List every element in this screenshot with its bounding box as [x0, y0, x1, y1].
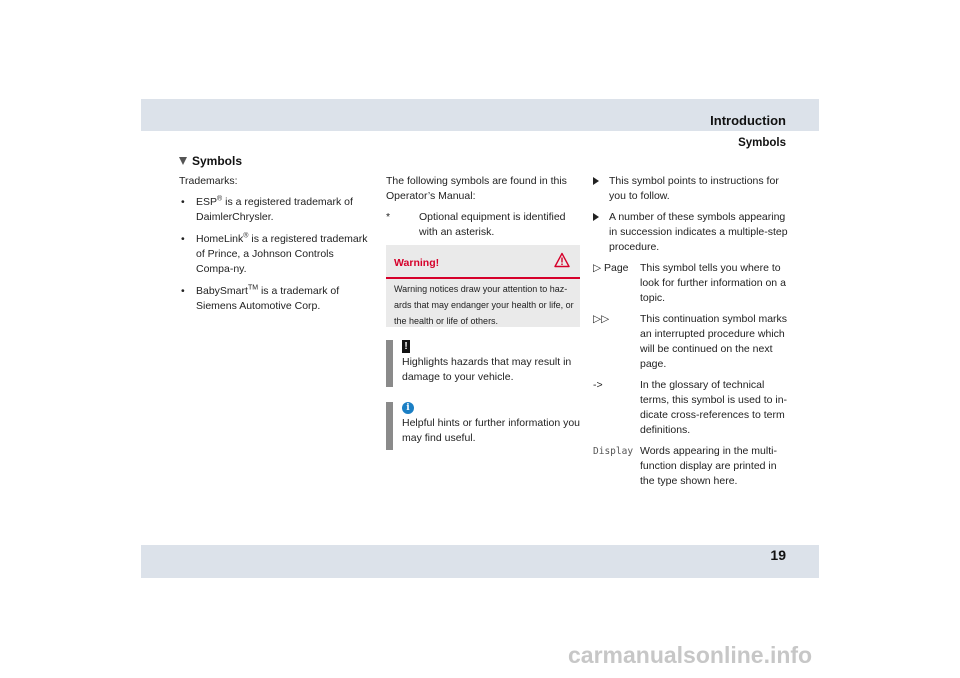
display-type-sample: Display: [593, 446, 634, 457]
symbol-description: In the glossary of technical terms, this symbol is used to in-dicate cross-references to term definitions.: [640, 379, 788, 436]
symbols-intro-text: The following symbols are found in this Operator’s Manual:: [386, 175, 567, 202]
watermark: carmanualsonline.info: [568, 642, 813, 668]
bullet-icon: •: [181, 233, 185, 245]
symbol-description: A number of these symbols appearing in succession indicates a multiple-step procedure.: [609, 211, 788, 253]
play-arrow-icon: [593, 213, 599, 221]
list-item: [593, 174, 793, 204]
cross-reference-symbol: ->: [593, 379, 603, 391]
trademark-text: is a registered trademark of Prince, a Johnson Controls Compa-ny.: [196, 233, 368, 275]
list-item: [179, 284, 369, 314]
warning-triangle-icon: [554, 252, 570, 268]
list-item: [179, 232, 369, 277]
page-reference-symbol: ▷ Page: [593, 262, 629, 274]
note-bar: [386, 340, 393, 387]
header-bar: [141, 99, 819, 131]
trademark-symbol: ®: [217, 195, 223, 203]
chapter-title: Introduction: [710, 113, 786, 128]
list-item: [593, 210, 793, 255]
note-bar: [386, 402, 393, 450]
asterisk-definition: [386, 210, 580, 240]
warning-text: Warning notices draw your attention to haz-ards that may endanger your health or life, or the health or life of others.: [394, 284, 574, 326]
warning-divider: [386, 277, 580, 279]
section-title: Symbols: [192, 154, 243, 168]
list-item: [593, 261, 793, 306]
trademark-name: HomeLink: [196, 233, 244, 245]
list-item: [593, 378, 793, 438]
play-arrow-icon: [593, 177, 599, 185]
list-item: [179, 195, 369, 225]
caution-note: [386, 340, 580, 387]
warning-title: Warning!: [394, 257, 440, 269]
symbols-intro-column: [386, 174, 580, 246]
trademarks-heading: Trademarks:: [179, 175, 238, 187]
asterisk-text: Optional equipment is identified with an asterisk.: [419, 211, 566, 238]
symbol-description: This continuation symbol marks an interrupted procedure which will be continued on the next page.: [640, 313, 788, 370]
info-icon: i: [402, 402, 414, 414]
bullet-icon: •: [181, 196, 185, 208]
asterisk-symbol: *: [386, 211, 391, 223]
triangle-down-icon: [179, 157, 187, 165]
trademarks-column: [179, 174, 369, 321]
trademark-name: BabySmart: [196, 285, 248, 297]
trademark-name: ESP: [196, 196, 218, 208]
continuation-symbol: ▷▷: [593, 313, 610, 325]
page-number: 19: [770, 547, 786, 563]
info-note: [386, 402, 580, 450]
symbol-legend-column: [593, 174, 793, 495]
list-item: [593, 312, 793, 372]
section-heading: [179, 154, 242, 169]
trademark-symbol: ®: [243, 232, 249, 240]
footer-bar: [141, 545, 819, 578]
subchapter-title: Symbols: [738, 137, 786, 149]
warning-box: [386, 245, 580, 327]
symbol-description: Words appearing in the multi-function display are printed in the type shown here.: [640, 445, 777, 487]
symbol-description: This symbol points to instructions for you to follow.: [609, 175, 779, 202]
exclamation-icon: !: [402, 340, 410, 353]
trademark-text: is a trademark of Siemens Automotive Corp.: [196, 285, 340, 312]
symbol-description: This symbol tells you where to look for further information on a topic.: [640, 262, 786, 304]
caution-note-text: Highlights hazards that may result in damage to your vehicle.: [402, 356, 572, 383]
bullet-icon: •: [181, 285, 185, 297]
list-item: [593, 444, 793, 489]
info-note-text: Helpful hints or further information you may find useful.: [402, 417, 581, 444]
trademark-text: is a registered trademark of DaimlerChrysler.: [196, 196, 353, 223]
trademark-symbol: TM: [247, 284, 259, 292]
